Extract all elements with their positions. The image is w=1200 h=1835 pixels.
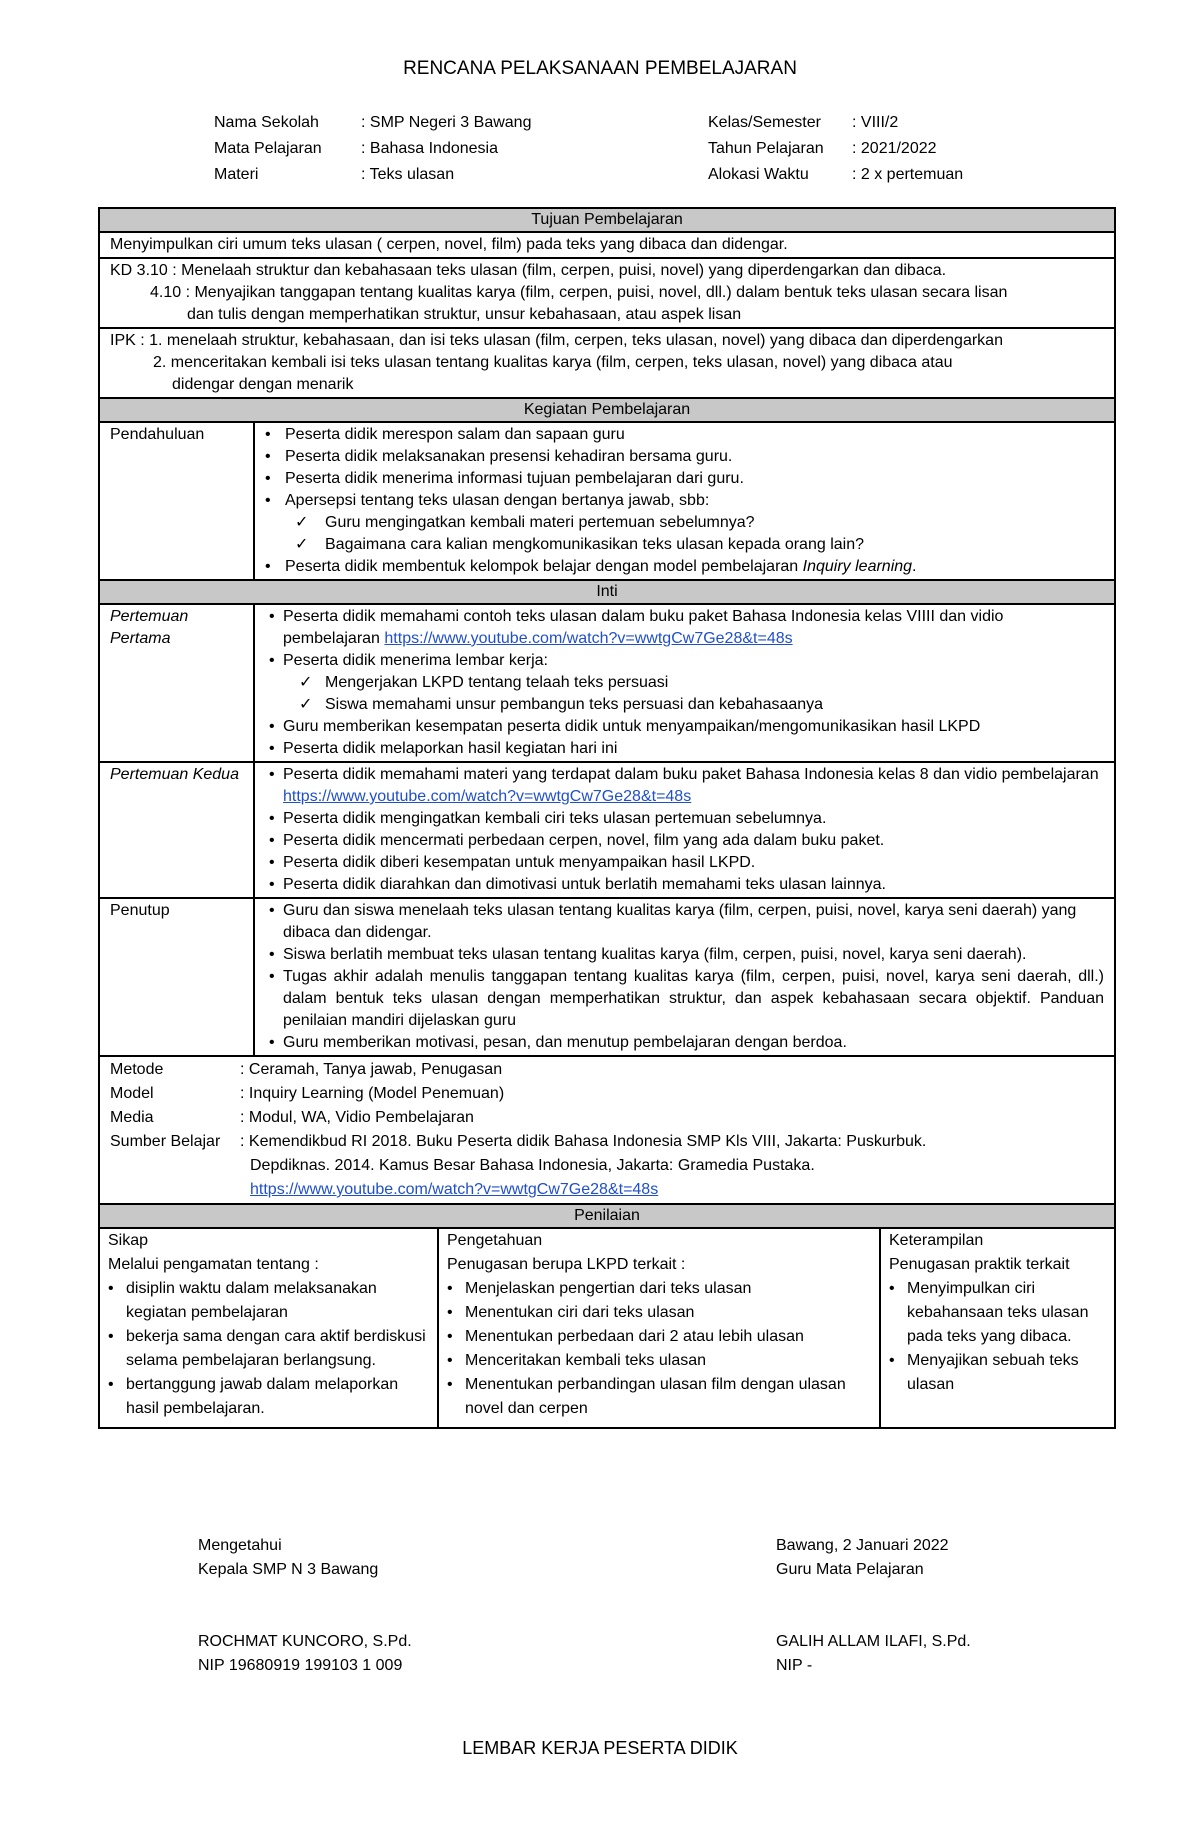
penilaian-table <box>100 1229 1114 1427</box>
pertemuan1-content <box>254 604 1115 762</box>
model-label: Model <box>110 1085 154 1102</box>
info-label-year: Tahun Pelajaran <box>708 140 824 157</box>
pendahuluan-list-last <box>255 556 1104 578</box>
info-value-time: : 2 x pertemuan <box>852 166 964 183</box>
info-value-subject: : Bahasa Indonesia <box>361 140 498 157</box>
sumber-line-2: Depdiknas. 2014. Kamus Besar Bahasa Indonesia, Jakarta: Gramedia Pustaka. <box>250 1157 815 1174</box>
document-title: RENCANA PELAKSANAAN PEMBELAJARAN <box>403 58 797 79</box>
list-item-text: Peserta didik memahami materi yang terdapat dalam buku paket Bahasa Indonesia kelas 8 dan vidio pembelajaran <box>283 766 1099 783</box>
sikap-title: Sikap <box>108 1232 149 1249</box>
inti-header: Inti <box>99 580 1115 604</box>
signature-right-line1: Bawang, 2 Januari 2022 <box>776 1537 949 1554</box>
pendahuluan-content <box>254 422 1115 580</box>
ipk-cell <box>99 328 1115 398</box>
sumber-line-1: : Kemendikbud RI 2018. Buku Peserta didik Bahasa Indonesia SMP Kls VIII, Jakarta: Puskurbuk. <box>240 1133 927 1150</box>
sikap-list <box>108 1277 431 1421</box>
youtube-link[interactable]: https://www.youtube.com/watch?v=wwtgCw7Ge28&t=48s <box>384 630 793 647</box>
pertemuan1-checklist <box>269 672 1104 716</box>
signature-left-line1: Mengetahui <box>198 1537 282 1554</box>
list-item: • Guru memberikan kesempatan peserta didik untuk menyampaikan/mengomunikasikan hasil LKPD <box>269 716 1104 738</box>
list-item: • Menceritakan kembali teks ulasan <box>447 1349 873 1373</box>
list-item: • bekerja sama dengan cara aktif berdiskusi selama pembelajaran berlangsung. <box>108 1325 431 1373</box>
ipk-line-1: IPK : 1. menelaah struktur, kebahasaan, dan isi teks ulasan (film, cerpen, teks ulasan, novel) yang dibaca dan diperdengarkan <box>110 332 1003 349</box>
pertemuan2-content <box>254 762 1115 898</box>
pertemuan1-list-rest <box>269 716 1104 760</box>
metode-label: Metode <box>110 1061 164 1078</box>
list-item <box>269 764 1104 808</box>
media-label: Media <box>110 1109 154 1126</box>
keterampilan-subtitle: Penugasan praktik terkait <box>889 1256 1070 1273</box>
list-item: • bertanggung jawab dalam melaporkan hasil pembelajaran. <box>108 1373 431 1421</box>
list-item: • Peserta didik melaporkan hasil kegiatan hari ini <box>269 738 1104 760</box>
list-item: • Peserta didik mencermati perbedaan cerpen, novel, film yang ada dalam buku paket. <box>269 830 1104 852</box>
ipk-line-2: 2. menceritakan kembali isi teks ulasan tentang kualitas karya (film, cerpen, teks ulasan, novel) yang dibaca atau <box>153 354 953 371</box>
list-item <box>255 556 1104 578</box>
signature-left-line2: Kepala SMP N 3 Bawang <box>198 1561 379 1578</box>
pendahuluan-label: Pendahuluan <box>99 422 254 580</box>
tujuan-text: Menyimpulkan ciri umum teks ulasan ( cerpen, novel, film) pada teks yang dibaca dan didengar. <box>99 232 1115 258</box>
list-item: • Peserta didik diberi kesempatan untuk menyampaikan hasil LKPD. <box>269 852 1104 874</box>
kd-line-2: 4.10 : Menyajikan tanggapan tentang kualitas karya (film, cerpen, puisi, novel, dll.) dalam bentuk teks ulasan secara lisan <box>150 284 1008 301</box>
signature-right-nip: NIP - <box>776 1657 813 1674</box>
info-label-subject: Mata Pelajaran <box>214 140 322 157</box>
rpp-table-wrapper <box>98 207 1116 1429</box>
list-item: • Peserta didik menerima lembar kerja: <box>269 650 1104 672</box>
list-item: • Peserta didik merespon salam dan sapaan guru <box>255 424 1104 446</box>
info-label-material: Materi <box>214 166 259 183</box>
info-label-time: Alokasi Waktu <box>708 166 809 183</box>
penutup-list <box>269 900 1104 1054</box>
list-item: • Siswa berlatih membuat teks ulasan tentang kualitas karya (film, cerpen, puisi, novel, karya seni daerah). <box>269 944 1104 966</box>
sumber-label: Sumber Belajar <box>110 1133 221 1150</box>
check-item: ✓ Mengerjakan LKPD tentang telaah teks persuasi <box>269 672 1104 694</box>
list-item: • Peserta didik diarahkan dan dimotivasi untuk berlatih memahami teks ulasan lainnya. <box>269 874 1104 896</box>
list-item: • Menyajikan sebuah teks ulasan <box>889 1349 1108 1397</box>
list-item: • Apersepsi tentang teks ulasan dengan bertanya jawab, sbb: <box>255 490 1104 512</box>
penutup-label: Penutup <box>99 898 254 1056</box>
list-item: • Menjelaskan pengertian dari teks ulasan <box>447 1277 873 1301</box>
sumber-value <box>240 1130 926 1202</box>
pengetahuan-title: Pengetahuan <box>447 1232 543 1249</box>
signature-left-name: ROCHMAT KUNCORO, S.Pd. <box>198 1633 412 1650</box>
signature-left-nip: NIP 19680919 199103 1 009 <box>198 1657 403 1674</box>
info-value-school: : SMP Negeri 3 Bawang <box>361 114 532 131</box>
check-item: ✓ Guru mengingatkan kembali materi pertemuan sebelumnya? <box>255 512 1104 534</box>
pertemuan2-list <box>269 764 1104 896</box>
info-label-school: Nama Sekolah <box>214 114 319 131</box>
list-item <box>269 606 1104 650</box>
apersepsi-checklist <box>255 512 1104 556</box>
youtube-link[interactable]: https://www.youtube.com/watch?v=wwtgCw7Ge28&t=48s <box>283 788 692 805</box>
keterampilan-column <box>880 1229 1114 1427</box>
pengetahuan-column <box>438 1229 880 1427</box>
tujuan-header: Tujuan Pembelajaran <box>99 208 1115 232</box>
kegiatan-header: Kegiatan Pembelajaran <box>99 398 1115 422</box>
penilaian-cell <box>99 1228 1115 1428</box>
meta-cell <box>99 1056 1115 1204</box>
check-item: ✓ Siswa memahami unsur pembangun teks persuasi dan kebahasaanya <box>269 694 1104 716</box>
sikap-subtitle: Melalui pengamatan tentang : <box>108 1256 319 1273</box>
keterampilan-list <box>889 1277 1108 1397</box>
list-item-text: Peserta didik memahami contoh teks ulasan dalam buku paket Bahasa Indonesia kelas VIIII dan vidio pembelajaran <box>283 608 1004 647</box>
list-item: • Menentukan ciri dari teks ulasan <box>447 1301 873 1325</box>
kd-line-3: dan tulis dengan memperhatikan struktur, unsur kebahasaan, atau aspek lisan <box>187 306 742 323</box>
list-item: • Tugas akhir adalah menulis tanggapan tentang kualitas karya (film, cerpen, puisi, novel, karya seni daerah, dll.) dalam bentuk teks ulasan dengan memperhatikan struktur, dan aspek kebahasaan secara objektif. Panduan penilaian mandiri dijelaskan guru <box>269 966 1104 1032</box>
metode-value: : Ceramah, Tanya jawab, Penugasan <box>240 1061 503 1078</box>
list-item-text: Peserta didik membentuk kelompok belajar dengan model pembelajaran <box>285 558 803 575</box>
info-left <box>212 109 533 189</box>
pendahuluan-list <box>255 424 1104 512</box>
list-item: • Menentukan perbedaan dari 2 atau lebih ulasan <box>447 1325 873 1349</box>
list-item-end: . <box>912 558 917 575</box>
kd-line-1: KD 3.10 : Menelaah struktur dan kebahasaan teks ulasan (film, cerpen, puisi, novel) yang diperdengarkan dan dibaca. <box>110 262 947 279</box>
rpp-table <box>98 207 1116 1429</box>
list-item: • Peserta didik menerima informasi tujuan pembelajaran dari guru. <box>255 468 1104 490</box>
list-item: • Peserta didik melaksanakan presensi kehadiran bersama guru. <box>255 446 1104 468</box>
signature-left <box>198 1534 412 1678</box>
keterampilan-title: Keterampilan <box>889 1232 984 1249</box>
pengetahuan-subtitle: Penugasan berupa LKPD terkait : <box>447 1256 686 1273</box>
signature-right-name: GALIH ALLAM ILAFI, S.Pd. <box>776 1633 971 1650</box>
info-right <box>706 109 965 189</box>
media-value: : Modul, WA, Vidio Pembelajaran <box>240 1109 474 1126</box>
info-label-class: Kelas/Semester <box>708 114 821 131</box>
list-item: • Guru dan siswa menelaah teks ulasan tentang kualitas karya (film, cerpen, puisi, novel, karya seni daerah) yang dibaca dan didengar. <box>269 900 1104 944</box>
signature-right <box>776 1534 971 1678</box>
sumber-youtube-link[interactable]: https://www.youtube.com/watch?v=wwtgCw7Ge28&t=48s <box>250 1181 659 1198</box>
info-value-material: : Teks ulasan <box>361 166 455 183</box>
model-value: : Inquiry Learning (Model Penemuan) <box>240 1085 505 1102</box>
list-item: • disiplin waktu dalam melaksanakan kegiatan pembelajaran <box>108 1277 431 1325</box>
sikap-column <box>100 1229 438 1427</box>
sumber-link-row <box>240 1178 926 1202</box>
list-item: • Peserta didik mengingatkan kembali ciri teks ulasan pertemuan sebelumnya. <box>269 808 1104 830</box>
pertemuan1-label: Pertemuan Pertama <box>99 604 254 762</box>
kd-cell <box>99 258 1115 328</box>
list-item: • Menyimpulkan ciri kebahansaan teks ulasan pada teks yang dibaca. <box>889 1277 1108 1349</box>
list-item: • Menentukan perbandingan ulasan film dengan ulasan novel dan cerpen <box>447 1373 873 1421</box>
pertemuan1-list <box>269 606 1104 672</box>
penutup-content <box>254 898 1115 1056</box>
info-value-class: : VIII/2 <box>852 114 899 131</box>
footer-title: LEMBAR KERJA PESERTA DIDIK <box>462 1738 738 1758</box>
list-item: • Guru memberikan motivasi, pesan, dan menutup pembelajaran dengan berdoa. <box>269 1032 1104 1054</box>
penilaian-header: Penilaian <box>99 1204 1115 1228</box>
signature-right-line2: Guru Mata Pelajaran <box>776 1561 924 1578</box>
ipk-line-3: didengar dengan menarik <box>172 376 354 393</box>
meta-table <box>110 1058 926 1202</box>
list-item-italic: Inquiry learning <box>802 558 913 575</box>
pengetahuan-list <box>447 1277 873 1421</box>
pertemuan2-label: Pertemuan Kedua <box>99 762 254 898</box>
check-item: ✓ Bagaimana cara kalian mengkomunikasikan teks ulasan kepada orang lain? <box>255 534 1104 556</box>
info-value-year: : 2021/2022 <box>852 140 937 157</box>
